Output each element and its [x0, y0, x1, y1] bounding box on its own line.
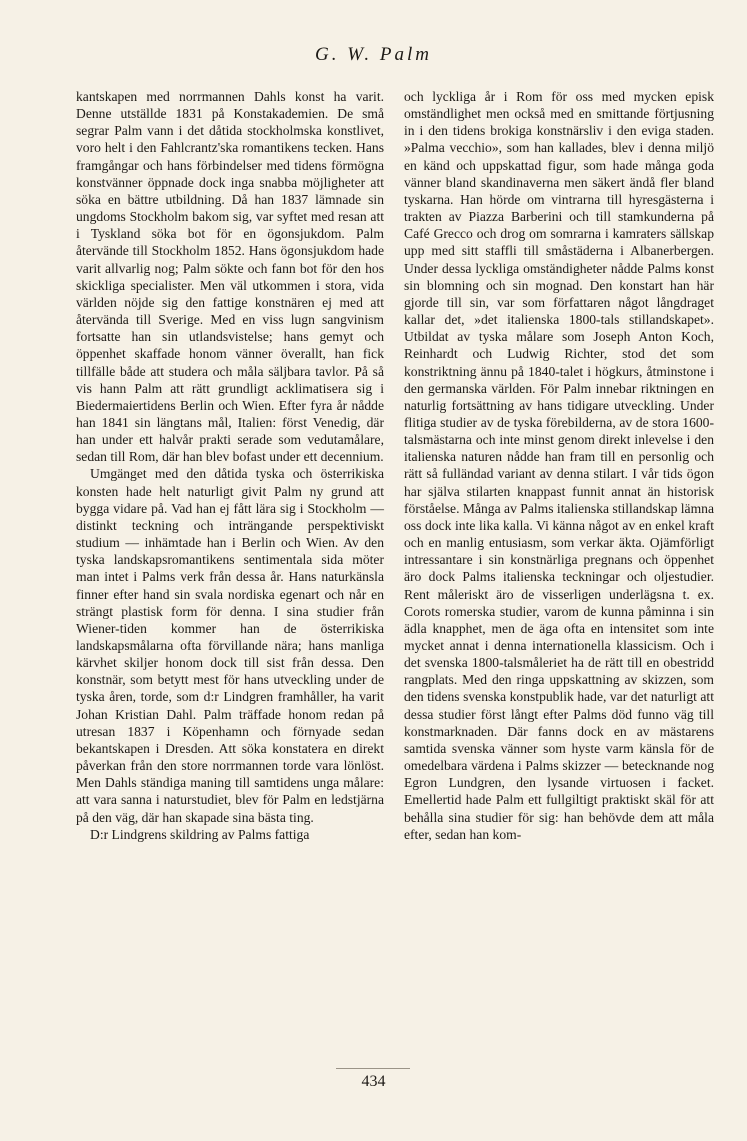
footer-rule: [336, 1068, 410, 1069]
paragraph: och lyckliga år i Rom för oss med mycken episk omständlighet men också med en smittande förtjusning in i den tidens brokiga konstnärsliv i den eviga staden. »Palma vecchio», som han kallades, blev i denna miljö en känd och uppskattad figur, som hade många goda vänner bland skandinaverna men säkert ändå fler bland tyskarna. Han hörde om vintrarna till hyresgästerna i trakten av Piazza Barberini och till stamkunderna på Café Grecco och drog om somrarna i kamraters sällskap upp med sitt staffli till småstäderna i Albanerbergen. Under dessa lyckliga omständigheter nådde Palms konst sin blomning och sin mognad. Den konstart han här gjorde till sin, var som författaren något långdraget kallar det, »det italienska 1800-tals stillandskapet». Utbildat av tyska målare som Joseph Anton Koch, Reinhardt och Ludwig Richter, stod det som konstriktning ännu på 1840-talet i högkurs, åtminstone i den germanska världen. För Palm innebar riktningen en naturlig fortsättning av hans tidigare utveckling. Under flitiga studier av de tyska förebilderna, av de stora 1600-talsmästarna och inte minst genom direkt inlevelse i den italienska naturen nådde han fram till en personlig och rätt så fulländad variant av denna stilart. I vår tids ögon har själva stilarten knappast funnit annat än historisk förståelse. Många av Palms italienska stillandskap lämna oss dock inte lika kalla. Vi känna något av en enkel kraft och en manlig entusiasm, som verkar äkta. Ojämförligt intressantare i sin konstnärliga pregnans och öppenhet äro dock Palms italienska teckningar och oljestudier. Rent måleriskt äro de visserligen underlägsna t. ex. Corots romerska studier, varom de kunna påminna i sin ädla knapphet, men de äga ofta en intensitet som inte mycket annat i denna internationella klassicism. Och i det svenska 1800-talsmåleriet ha de rätt till en obestridd rangplats. Med den ringa uppskattning av skizzen, som den tidens svenska konstpublik hade, var det naturligt att dessa studier först långt efter Palms död funno väg till konstmarknaden. Där fanns dock en av mästarens samtida svenska vänner som hyste varm känsla för de omedelbara värdena i Palms skizzer — betecknande nog Egron Lundgren, den lysande virtuosen i facket. Emellertid hade Palm ett fullgiltigt praktiskt skäl för att behålla sina studier för sig: han behövde dem att måla efter, sedan han kom-: [404, 89, 714, 842]
page-number: 434: [361, 1073, 386, 1090]
paragraph: Umgänget med den dåtida tyska och österrikiska konsten hade helt naturligt givit Palm ny grund att bygga vidare på. Vad han ej fått lära sig i Stockholm — distinkt teckning och inträngande perspektiviskt studium — inhämtade han i Berlin och Wien. Av den tyska landskapsromantikens sentimentala sida möter man intet i Palms verk från dessa år. Hans naturkänsla finner efter hand sin svala nordiska egenart och når en strängt plastisk form för denna. I sina studier från Wiener-tiden kommer han de österrikiska landskapsmålarna ofta förvillande nära; hans manliga kärvhet skiljer honom dock till sist från dessa. Den konstnär, som betytt mest för hans utveckling under de tyska åren, torde, som d:r Lindgren framhåller, ha varit Johan Kristian Dahl. Palm träffade honom redan på utresan 1837 i Köpenhamn och förnyade sedan bekantskapen i Dresden. Att söka konstatera en direkt påverkan från den store norrmannen torde vara lönlöst. Men Dahls ständiga maning till samtidens unga målare: att vara sanna i naturstudiet, blev för Palm en ledstjärna på den väg, där han skapade sina bästa ting.: [76, 466, 384, 825]
paragraph: D:r Lindgrens skildring av Palms fattiga: [90, 826, 310, 842]
left-column: [76, 88, 384, 843]
right-column: [404, 88, 714, 843]
paragraph: kantskapen med norrmannen Dahls konst ha varit. Denne utställde 1831 på Konstakademien. De små segrar Palm vann i det dåtida stockholmska konstlivet, voro helt i den Fahlcrantz'ska romantikens tecken. Hans framgångar och hans förbindelser med tidens förmögna konstvänner öppnade dock inga snabba möjligheter att söka en bättre utbildning. Då han 1837 lämnade sin ungdoms Stockholm bakom sig, var syftet med resan att i Tyskland söka bot för en ögonsjukdom. Palm återvände till Stockholm 1852. Hans ögonsjukdom hade varit allvarlig nog; Palm sökte och fann bot för den hos skickliga specialister. Men väl utkommen i stora, vida världen nöjde sig den fattige konstnären ej med att återvända till Sverige. Med en viss lugn sangvinism fortsatte han sin utlandsvistelse; hans gemyt och öppenhet skaffade honom vänner överallt, han fick tillfälle både att studera och måla säljbara tavlor. På så vis hann Palm att rätt grundligt acklimatisera sig i Biedermaiertidens Berlin och Wien. Efter fyra år nådde han 1841 sin längtans mål, Italien: först Venedig, där han under ett halvår prakti serade som vedutamålare, sedan till Rom, där han blev bofast under ett decennium.: [76, 89, 384, 465]
running-title: G. W. Palm: [315, 44, 432, 65]
